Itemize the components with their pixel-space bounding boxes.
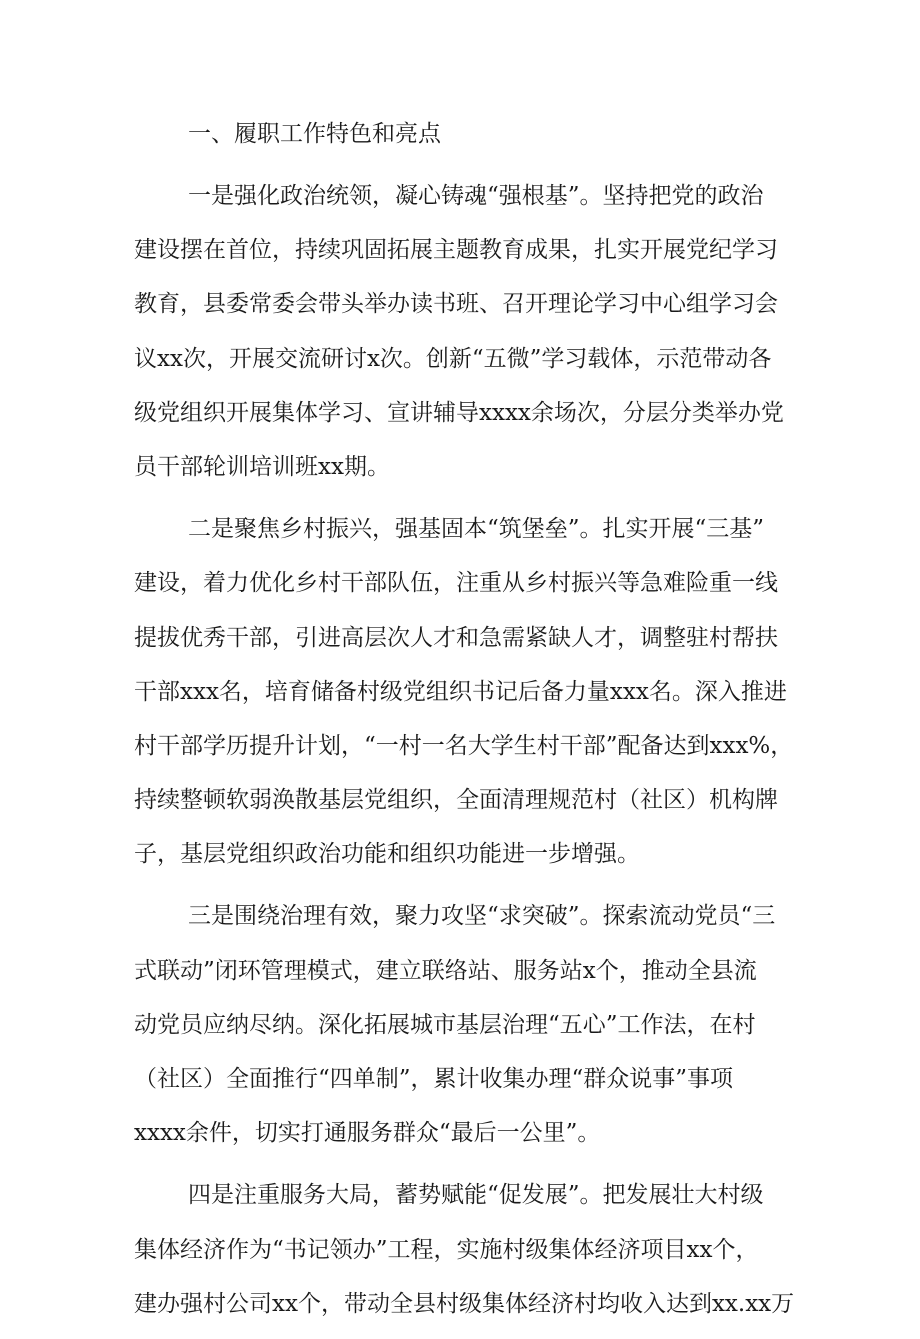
paragraph-line: 干部xxx名，培育储备村级党组织书记后备力量xxx名。深入推进 bbox=[134, 678, 787, 705]
paragraph-line: 四是注重服务大局，蓄势赋能“促发展”。把发展壮大村级 bbox=[188, 1182, 764, 1209]
paragraph-line: 议xx次，开展交流研讨x次。创新“五微”学习载体，示范带动各 bbox=[134, 345, 772, 372]
paragraph-line: 员干部轮训培训班xx期。 bbox=[134, 453, 390, 480]
paragraph-3 bbox=[134, 889, 794, 1160]
paragraph-2 bbox=[134, 502, 794, 881]
paragraph-line: 式联动”闭环管理模式，建立联络站、服务站x个，推动全县流 bbox=[134, 957, 757, 984]
paragraph-line: 一是强化政治统领，凝心铸魂“强根基”。坚持把党的政治 bbox=[188, 183, 764, 209]
paragraph-4 bbox=[134, 1168, 794, 1331]
paragraph-line: 三是围绕治理有效，聚力攻坚“求突破”。探索流动党员“三 bbox=[188, 903, 776, 930]
paragraph-line: 教育，县委常委会带头举办读书班、召开理论学习中心组学习会 bbox=[134, 291, 778, 318]
paragraph-line: 二是聚焦乡村振兴，强基固本“筑堡垒”。扎实开展“三基” bbox=[188, 516, 765, 543]
paragraph-line: 子，基层党组织政治功能和组织功能进一步增强。 bbox=[134, 841, 640, 868]
paragraph-line: 村干部学历提升计划，“一村一名大学生村干部”配备达到xxx%， bbox=[134, 732, 794, 759]
paragraph-line: xxxx余件，切实打通服务群众“最后一公里”。 bbox=[134, 1120, 601, 1147]
paragraph-1 bbox=[134, 169, 794, 494]
document-body bbox=[134, 114, 794, 1339]
paragraph-line: 建办强村公司xx个，带动全县村级集体经济村均收入达到xx.xx万 bbox=[134, 1290, 795, 1317]
paragraph-line: 集体经济作为“书记领办”工程，实施村级集体经济项目xx个， bbox=[134, 1236, 759, 1263]
paragraph-line: （社区）全面推行“四单制”，累计收集办理“群众说事”事项 bbox=[134, 1066, 734, 1092]
paragraph-line: 级党组织开展集体学习、宣讲辅导xxxx余场次，分层分类举办党 bbox=[134, 399, 784, 426]
paragraph-line: 建设，着力优化乡村干部队伍，注重从乡村振兴等急难险重一线 bbox=[134, 570, 778, 597]
paragraph-line: 持续整顿软弱涣散基层党组织，全面清理规范村（社区）机构牌 bbox=[134, 787, 778, 814]
paragraph-line: 建设摆在首位，持续巩固拓展主题教育成果，扎实开展党纪学习 bbox=[134, 237, 778, 264]
paragraph-line: 提拔优秀干部，引进高层次人才和急需紧缺人才，调整驻村帮扶 bbox=[134, 624, 778, 651]
paragraph-line: 动党员应纳尽纳。深化拓展城市基层治理“五心”工作法，在村 bbox=[134, 1011, 756, 1038]
section-heading: 一、履职工作特色和亮点 bbox=[188, 121, 441, 147]
